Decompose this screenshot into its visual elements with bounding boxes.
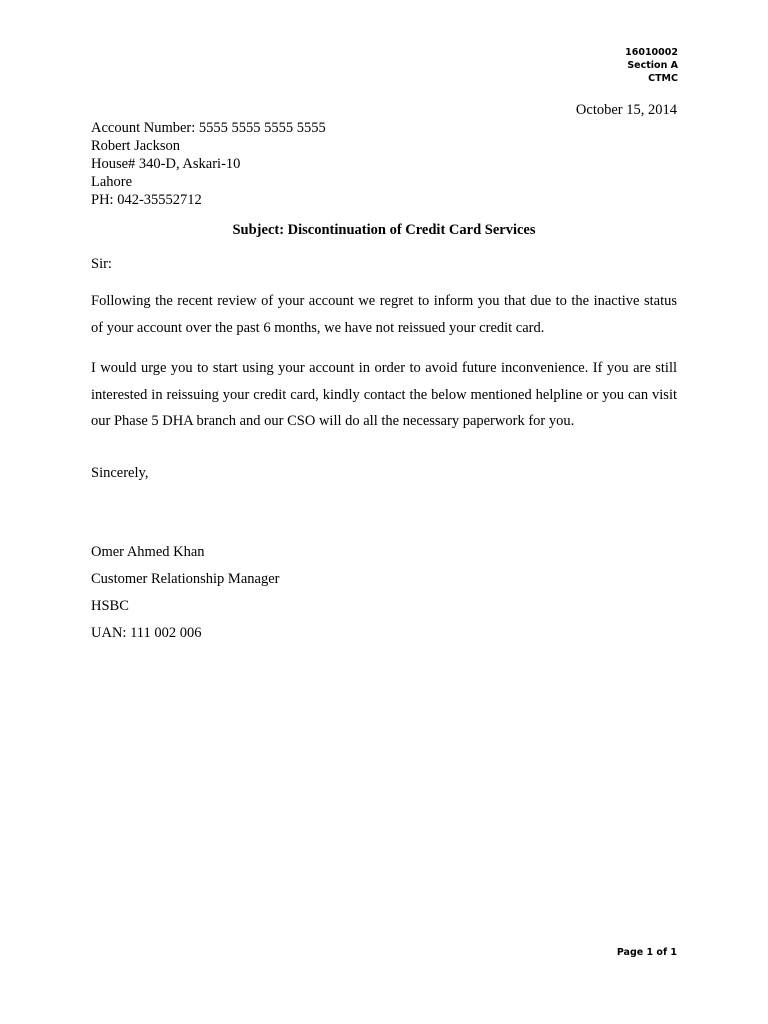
signer-organization: HSBC xyxy=(91,598,129,614)
closing: Sincerely, xyxy=(91,465,149,481)
page-number: Page 1 of 1 xyxy=(616,947,677,958)
signer-title: Customer Relationship Manager xyxy=(91,571,280,587)
document-header xyxy=(625,46,678,85)
recipient-name: Robert Jackson xyxy=(91,138,180,154)
recipient-address xyxy=(91,119,326,209)
course-label: CTMC xyxy=(648,73,678,84)
section-label: Section A xyxy=(627,60,678,71)
letter-subject: Subject: Discontinuation of Credit Card Services xyxy=(232,222,536,238)
signature-block xyxy=(91,539,279,647)
salutation: Sir: xyxy=(91,256,112,272)
recipient-phone: PH: 042-35552712 xyxy=(91,192,202,208)
letter-date: October 15, 2014 xyxy=(575,102,677,118)
signer-name: Omer Ahmed Khan xyxy=(91,544,205,560)
account-number: Account Number: 5555 5555 5555 5555 xyxy=(91,120,326,136)
address-line: House# 340-D, Askari-10 xyxy=(91,156,241,172)
helpline-uan: UAN: 111 002 006 xyxy=(91,625,202,641)
body-paragraph: I would urge you to start using your account in order to avoid future inconvenience. If you are still interested in reissuing your credit card, kindly contact the below mentioned helpline or you can visit our Phase 5 DHA branch and our CSO will do all the necessary paperwork for you. xyxy=(91,360,677,429)
body-paragraph: Following the recent review of your account we regret to inform you that due to the inactive status of your account over the past 6 months, we have not reissued your credit card. xyxy=(91,293,677,336)
student-id: 16010002 xyxy=(625,47,678,58)
address-city: Lahore xyxy=(91,174,133,190)
